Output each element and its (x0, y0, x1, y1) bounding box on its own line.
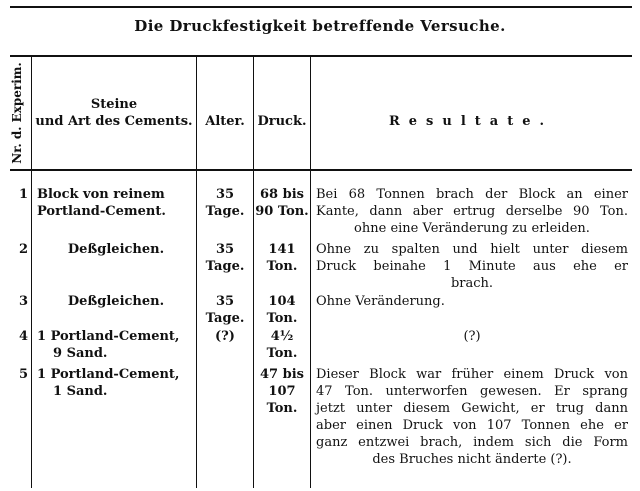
pressure-line: Ton. (266, 259, 298, 274)
stone-cell (37, 186, 195, 220)
stone-line: Deßgleichen. (67, 294, 165, 309)
result-line: aber einen Druck von 107 Tonnen ehe er (316, 418, 628, 433)
age-line: Tage. (205, 311, 245, 326)
age-line: 35 (215, 187, 235, 202)
stone-cell (37, 328, 195, 362)
stone-cell (37, 366, 195, 400)
stone-line: 9 Sand. (53, 346, 108, 361)
pressure-cell (255, 366, 309, 417)
header-pressure: Druck. (257, 114, 307, 129)
pressure-line: 141 (268, 242, 296, 257)
no-line: 3 (18, 294, 28, 309)
pressure-line: 107 (268, 384, 296, 399)
result-line: brach. (450, 276, 494, 291)
stone-cell (37, 241, 195, 258)
stone-line: Deßgleichen. (67, 242, 165, 257)
result-line: Ohne Veränderung. (316, 294, 445, 309)
result-cell (316, 186, 628, 237)
no-line: 5 (18, 367, 28, 382)
pressure-line: Ton. (266, 311, 298, 326)
pressure-cell (255, 293, 309, 327)
pressure-line: Ton. (266, 401, 298, 416)
result-cell (316, 241, 628, 292)
age-cell (198, 241, 252, 275)
age-line: 35 (215, 294, 235, 309)
no-cell (12, 241, 28, 258)
no-cell (12, 366, 28, 383)
no-cell (12, 293, 28, 310)
age-line: 35 (215, 242, 235, 257)
no-line: 2 (18, 242, 28, 257)
pressure-line: 68 bis (260, 187, 304, 202)
result-cell (316, 366, 628, 468)
header-stone-line: und Art des Cements. (35, 114, 193, 129)
stone-line: Block von reinem (37, 187, 165, 202)
pressure-cell (255, 241, 309, 275)
pressure-line: 47 bis (260, 367, 304, 382)
age-line: Tage. (205, 204, 245, 219)
header-age: Alter. (205, 114, 245, 129)
no-line: 1 (18, 187, 28, 202)
stone-line: 1 Sand. (53, 384, 108, 399)
pressure-cell (255, 328, 309, 362)
stone-line: 1 Portland-Cement, (37, 329, 180, 344)
result-line: Bei 68 Tonnen brach der Block an einer (316, 187, 628, 202)
header-stone (33, 96, 195, 130)
result-line: 47 Ton. unterworfen gewesen. Er sprang (316, 384, 628, 399)
result-cell (316, 328, 628, 345)
top-rule (10, 6, 632, 8)
age-cell (198, 293, 252, 327)
age-cell (198, 186, 252, 220)
pressure-line: 90 Ton. (255, 204, 309, 219)
result-line: Druck beinahe 1 Minute aus ehe er (316, 259, 628, 274)
result-line: Ohne zu spalten und hielt unter diesem (316, 242, 628, 257)
result-line: ohne eine Veränderung zu erleiden. (354, 221, 590, 236)
table-caption: Die Druckfestigkeit betreffende Versuche. (134, 17, 506, 35)
pressure-line: 104 (268, 294, 296, 309)
no-line: 4 (18, 329, 28, 344)
result-line: des Bruches nicht änderte (?). (372, 452, 572, 467)
header-bottom-rule (10, 169, 632, 171)
no-cell (12, 186, 28, 203)
result-line: (?) (463, 329, 481, 344)
result-line: ganz entzwei brach, indem sich die Form (316, 435, 628, 450)
header-result: Resultate. (388, 114, 553, 129)
age-line: (?) (215, 329, 235, 344)
pressure-line: 4½ (270, 329, 294, 344)
header-experiment-number-text: Nr. d. Experim. (10, 62, 24, 164)
header-top-rule (10, 55, 632, 57)
header-stone-line: Steine (90, 97, 138, 112)
result-line: Dieser Block war früher einem Druck von (316, 367, 628, 382)
age-cell (198, 328, 252, 345)
header-experiment-number (3, 62, 31, 164)
pressure-line: Ton. (266, 346, 298, 361)
result-line: jetzt unter diesem Gewicht, er trug dann (316, 401, 628, 416)
stone-line: 1 Portland-Cement, (37, 367, 180, 382)
no-cell (12, 328, 28, 345)
stone-cell (37, 293, 195, 310)
result-cell (316, 293, 628, 310)
result-line: Kante, dann aber ertrug derselbe 90 Ton. (316, 204, 628, 219)
stone-line: Portland-Cement. (37, 204, 166, 219)
pressure-cell (255, 186, 309, 220)
age-line: Tage. (205, 259, 245, 274)
